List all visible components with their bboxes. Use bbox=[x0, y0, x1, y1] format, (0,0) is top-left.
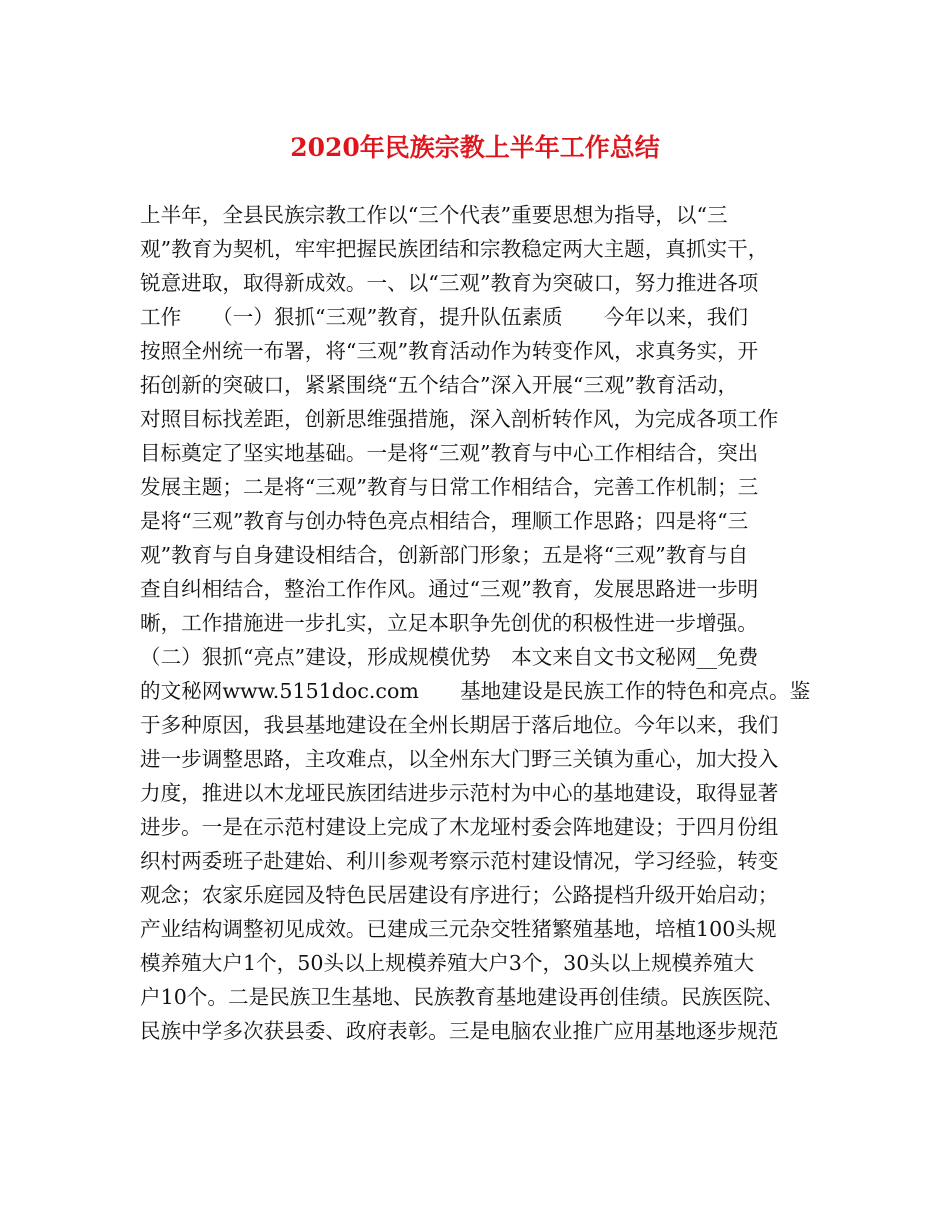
body-text-line: 目标奠定了坚实地基础。一是将“三观”教育与中心工作相结合，突出 bbox=[140, 441, 759, 465]
body-text-line: 对照目标找差距，创新思维强措施，深入剖析转作风，为完成各项工作 bbox=[140, 407, 779, 431]
document-body bbox=[140, 198, 830, 1048]
body-text-line: 观念；农家乐庭园及特色民居建设有序进行；公路提档升级开始启动； bbox=[140, 883, 779, 907]
body-text-line: 户10个。二是民族卫生基地、民族教育基地建设再创佳绩。民族医院、 bbox=[140, 985, 785, 1009]
body-text-line: 产业结构调整初见成效。已建成三元杂交牲猪繁殖基地，培植100头规 bbox=[140, 917, 777, 941]
body-text-line: 查自纠相结合，整治工作作风。通过“三观”教育，发展思路进一步明 bbox=[140, 577, 759, 601]
body-text-line: 上半年，全县民族宗教工作以“三个代表”重要思想为指导，以“三 bbox=[140, 203, 728, 227]
body-text-line: 发展主题；二是将“三观”教育与日常工作相结合，完善工作机制；三 bbox=[140, 475, 759, 499]
body-text-line: 模养殖大户1个，50头以上规模养殖大户3个，30头以上规模养殖大 bbox=[140, 951, 755, 975]
body-text-line: 晰，工作措施进一步扎实，立足本职争先创优的积极性进一步增强。 bbox=[140, 611, 758, 635]
body-text-line: 进步。一是在示范村建设上完成了木龙垭村委会阵地建设；于四月份组 bbox=[140, 815, 779, 839]
body-text-line: 织村两委班子赴建始、利川参观考察示范村建设情况，学习经验，转变 bbox=[140, 849, 779, 873]
body-text-line: 观”教育与自身建设相结合，创新部门形象；五是将“三观”教育与自 bbox=[140, 543, 749, 567]
body-text-line: 的文秘网www.5151doc.com 基地建设是民族工作的特色和亮点。鉴 bbox=[140, 679, 811, 703]
body-text-line: 工作 （一）狠抓“三观”教育，提升队伍素质 今年以来，我们 bbox=[140, 305, 748, 329]
body-text-line: 民族中学多次获县委、政府表彰。三是电脑农业推广应用基地逐步规范 bbox=[140, 1019, 779, 1043]
body-text-line: 于多种原因，我县基地建设在全州长期居于落后地位。今年以来，我们 bbox=[140, 713, 779, 737]
body-text-line: （二）狠抓“亮点”建设，形成规模优势 本文来自文书文秘网__免费 bbox=[140, 645, 759, 669]
body-text-line: 力度，推进以木龙垭民族团结进步示范村为中心的基地建设，取得显著 bbox=[140, 781, 779, 805]
body-text-line: 是将“三观”教育与创办特色亮点相结合，理顺工作思路；四是将“三 bbox=[140, 509, 749, 533]
body-text-line: 锐意进取，取得新成效。一、以“三观”教育为突破口，努力推进各项 bbox=[140, 271, 759, 295]
body-text-line: 拓创新的突破口，紧紧围绕“五个结合”深入开展“三观”教育活动， bbox=[140, 373, 739, 397]
document-title: 2020年民族宗教上半年工作总结 bbox=[290, 133, 660, 162]
body-text-line: 按照全州统一布署，将“三观”教育活动作为转变作风，求真务实，开 bbox=[140, 339, 759, 363]
body-text-line: 进一步调整思路，主攻难点，以全州东大门野三关镇为重心，加大投入 bbox=[140, 747, 779, 771]
body-text-line: 观”教育为契机，牢牢把握民族团结和宗教稳定两大主题，真抓实干， bbox=[140, 237, 769, 261]
